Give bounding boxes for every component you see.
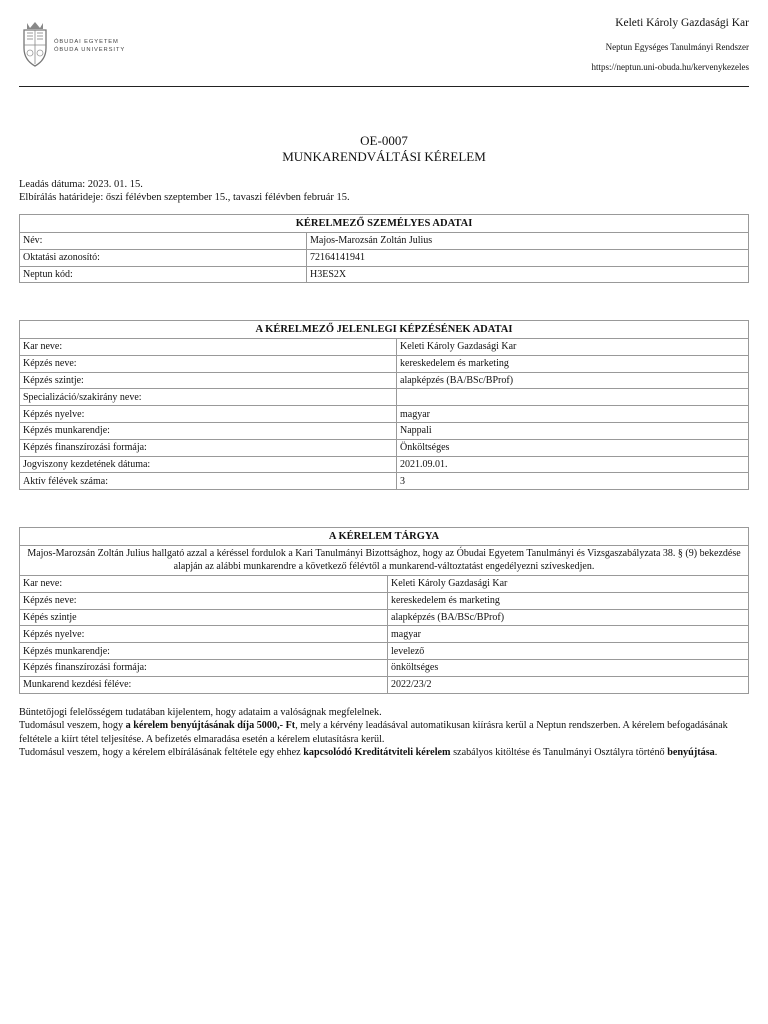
fee-notice-text: , mely a kérvény leadásával automatikusan kiírásra kerül a Neptun rendszerben. A kérelem befogadásának feltétele a kiírt tétel teljesítése. A befizetés elmaradása esetén a kérelem elutasításra kerül.	[19, 720, 728, 745]
table-row	[20, 339, 749, 356]
table-row	[20, 643, 749, 660]
credit-notice-text: Tudomásul veszem, hogy a kérelem elbírálásának feltétele egy ehhez	[19, 747, 304, 759]
logo-text-en: ÓBUDA UNIVERSITY	[54, 47, 126, 53]
table-row	[20, 473, 749, 490]
system-name: Neptun Egységes Tanulmányi Rendszer	[605, 42, 749, 52]
document-meta	[19, 178, 350, 204]
table-row	[20, 249, 749, 266]
row-value: alapképzés (BA/BSc/BProf)	[388, 609, 749, 626]
document-title: MUNKARENDVÁLTÁSI KÉRELEM	[282, 149, 486, 164]
row-value: kereskedelem és marketing	[397, 355, 749, 372]
row-value: 72164141941	[307, 249, 749, 266]
row-value: Nappali	[397, 422, 749, 439]
decision-deadline: Elbírálás határideje: őszi félévben szeptember 15., tavaszi félévben február 15.	[19, 192, 350, 203]
page-header	[19, 0, 749, 87]
row-label: Oktatási azonosító:	[20, 249, 307, 266]
table-row	[20, 389, 749, 406]
credit-transfer-notice	[19, 746, 749, 759]
table-row	[20, 592, 749, 609]
faculty-name: Keleti Károly Gazdasági Kar	[615, 17, 749, 29]
table-row	[20, 439, 749, 456]
row-label: Kar neve:	[20, 339, 397, 356]
document-page	[19, 0, 749, 759]
section-heading: KÉRELMEZŐ SZEMÉLYES ADATAI	[20, 215, 749, 233]
row-value	[397, 389, 749, 406]
row-value: kereskedelem és marketing	[388, 592, 749, 609]
row-label: Neptun kód:	[20, 266, 307, 283]
row-label: Képés szintje	[20, 609, 388, 626]
row-value: Keleti Károly Gazdasági Kar	[397, 339, 749, 356]
personal-data-table	[19, 214, 749, 283]
declaration-line: Büntetőjogi felelősségem tudatában kijelentem, hogy adataim a valóságnak megfelelnek.	[19, 707, 382, 718]
table-row	[20, 626, 749, 643]
table-row	[20, 676, 749, 693]
credit-notice-text: szabályos kitöltése és Tanulmányi Osztályra történő	[450, 747, 668, 759]
fee-amount-emphasis: a kérelem benyújtásának díja 5000,- Ft	[125, 720, 296, 732]
table-row	[20, 659, 749, 676]
row-value: 2022/23/2	[388, 676, 749, 693]
request-subject-table	[19, 527, 749, 694]
table-row	[20, 456, 749, 473]
row-value: magyar	[397, 406, 749, 423]
submission-emphasis: benyújtása	[667, 747, 715, 759]
logo-text-hu: ÓBUDAI EGYETEM	[54, 39, 119, 45]
row-value: H3ES2X	[307, 266, 749, 283]
row-label: Képzés neve:	[20, 592, 388, 609]
row-label: Aktív félévek száma:	[20, 473, 397, 490]
row-label: Munkarend kezdési féléve:	[20, 676, 388, 693]
table-row	[20, 576, 749, 593]
row-label: Specializáció/szakirány neve:	[20, 389, 397, 406]
row-label: Jogviszony kezdetének dátuma:	[20, 456, 397, 473]
row-label: Képzés nyelve:	[20, 406, 397, 423]
table-row	[20, 406, 749, 423]
row-label: Képzés finanszírozási formája:	[20, 659, 388, 676]
fee-notice-text: Tudomásul veszem, hogy	[19, 720, 126, 732]
section-heading: A KÉRELEM TÁRGYA	[20, 528, 749, 546]
table-row	[20, 609, 749, 626]
document-title-block	[19, 133, 749, 165]
credit-transfer-emphasis: kapcsolódó Kreditátviteli kérelem	[303, 747, 451, 759]
table-row	[20, 422, 749, 439]
declaration-block	[19, 706, 749, 760]
source-url: https://neptun.uni-obuda.hu/kervenykezeles	[591, 62, 749, 72]
row-label: Képzés nyelve:	[20, 626, 388, 643]
row-label: Képzés neve:	[20, 355, 397, 372]
row-value: önköltséges	[388, 659, 749, 676]
document-code: OE-0007	[360, 133, 408, 148]
table-row	[20, 355, 749, 372]
row-value: 2021.09.01.	[397, 456, 749, 473]
row-label: Kar neve:	[20, 576, 388, 593]
table-row	[20, 266, 749, 283]
crest-icon	[20, 18, 50, 68]
row-value: Keleti Károly Gazdasági Kar	[388, 576, 749, 593]
current-program-table	[19, 320, 749, 490]
row-value: magyar	[388, 626, 749, 643]
row-label: Képzés finanszírozási formája:	[20, 439, 397, 456]
row-value: Önköltséges	[397, 439, 749, 456]
credit-notice-text: .	[714, 747, 718, 759]
table-row	[20, 372, 749, 389]
submission-date: Leadás dátuma: 2023. 01. 15.	[19, 179, 143, 190]
table-row	[20, 233, 749, 250]
row-value: alapképzés (BA/BSc/BProf)	[397, 372, 749, 389]
request-statement: Majos-Marozsán Zoltán Julius hallgató azzal a kéréssel fordulok a Kari Tanulmányi Bizottsághoz, hogy az Óbudai Egyetem Tanulmányi és Vizsgaszabályzata 38. § (9) bekezdése alapján az alábbi munkarendre a következő félévtől a munkarend-változtatást engedélyezni szíveskedjen.	[20, 546, 749, 576]
row-value: 3	[397, 473, 749, 490]
section-heading: A KÉRELMEZŐ JELENLEGI KÉPZÉSÉNEK ADATAI	[20, 321, 749, 339]
row-value: Majos-Marozsán Zoltán Julius	[307, 233, 749, 250]
row-label: Képzés munkarendje:	[20, 643, 388, 660]
university-logo	[20, 18, 130, 70]
row-label: Név:	[20, 233, 307, 250]
row-label: Képzés munkarendje:	[20, 422, 397, 439]
fee-notice	[19, 719, 749, 746]
row-label: Képzés szintje:	[20, 372, 397, 389]
row-value: levelező	[388, 643, 749, 660]
